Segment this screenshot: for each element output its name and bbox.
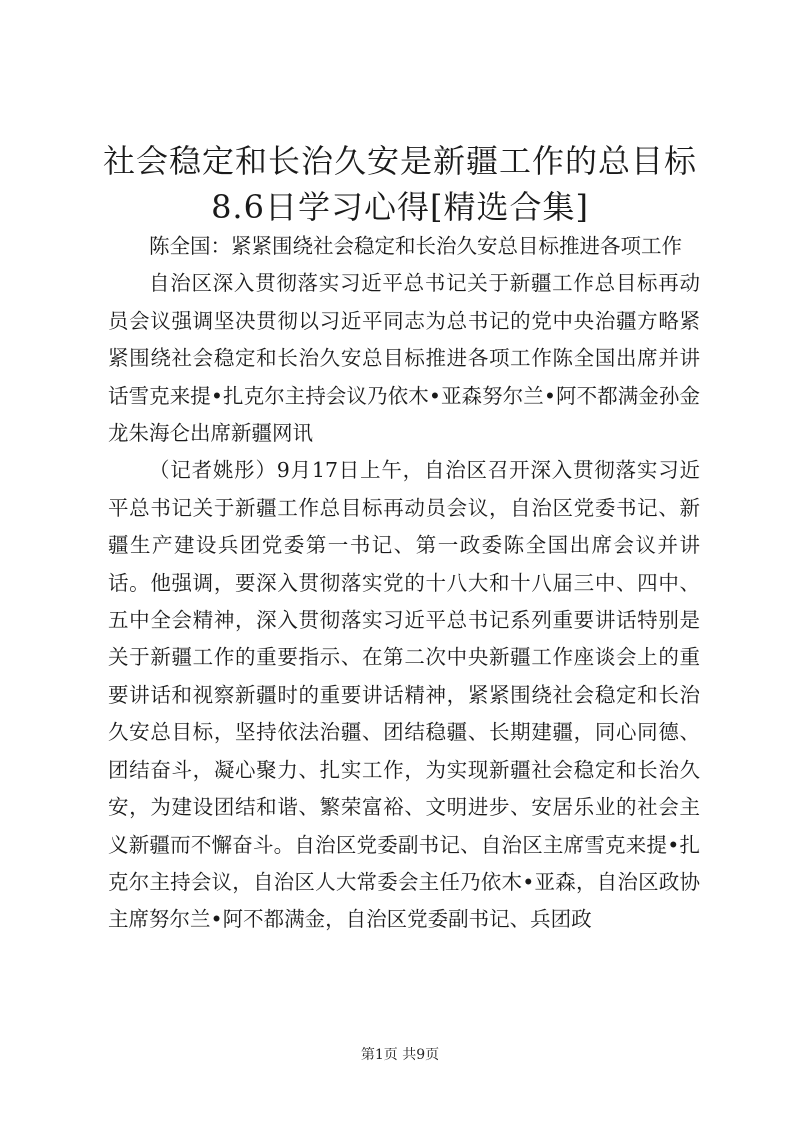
paragraph-summary: 自治区深入贯彻落实习近平总书记关于新疆工作总目标再动员会议强调坚决贯彻以习近平同志为总书记的党中央治疆方略紧紧围绕社会稳定和长治久安总目标推进各项工作陈全国出席并讲话雪克来提•扎克尔主持会议乃依木•亚森努尔兰•阿不都满金孙金龙朱海仑出席新疆网讯 [108,271,700,446]
paragraph-report: （记者姚彤）9月17日上午，自治区召开深入贯彻落实习近平总书记关于新疆工作总目标再动员会议，自治区党委书记、新疆生产建设兵团党委第一书记、第一政委陈全国出席会议并讲话。他强调，要深入贯彻落实党的十八大和十八届三中、四中、五中全会精神，深入贯彻落实习近平总书记系列重要讲话特别是关于新疆工作的重要指示、在第二次中央新疆工作座谈会上的重要讲话和视察新疆时的重要讲话精神，紧紧围绕社会稳定和长治久安总目标，坚持依法治疆、团结稳疆、长期建疆，同心同德、团结奋斗，凝心聚力、扎实工作，为实现新疆社会稳定和长治久安，为建设团结和谐、繁荣富裕、文明进步、安居乐业的社会主义新疆而不懈奋斗。自治区党委副书记、自治区主席雪克来提•扎克尔主持会议，自治区人大常委会主任乃依木•亚森，自治区政协主席努尔兰•阿不都满金，自治区党委副书记、兵团政 [108,458,700,932]
document-title: 社会稳定和长治久安是新疆工作的总目标8.6日学习心得[精选合集] [102,142,697,226]
document-body [108,228,700,939]
paragraph-headline: 陈全国：紧紧围绕社会稳定和长治久安总目标推进各项工作 [149,234,682,258]
page-number: 第1页 共9页 [360,1047,440,1063]
